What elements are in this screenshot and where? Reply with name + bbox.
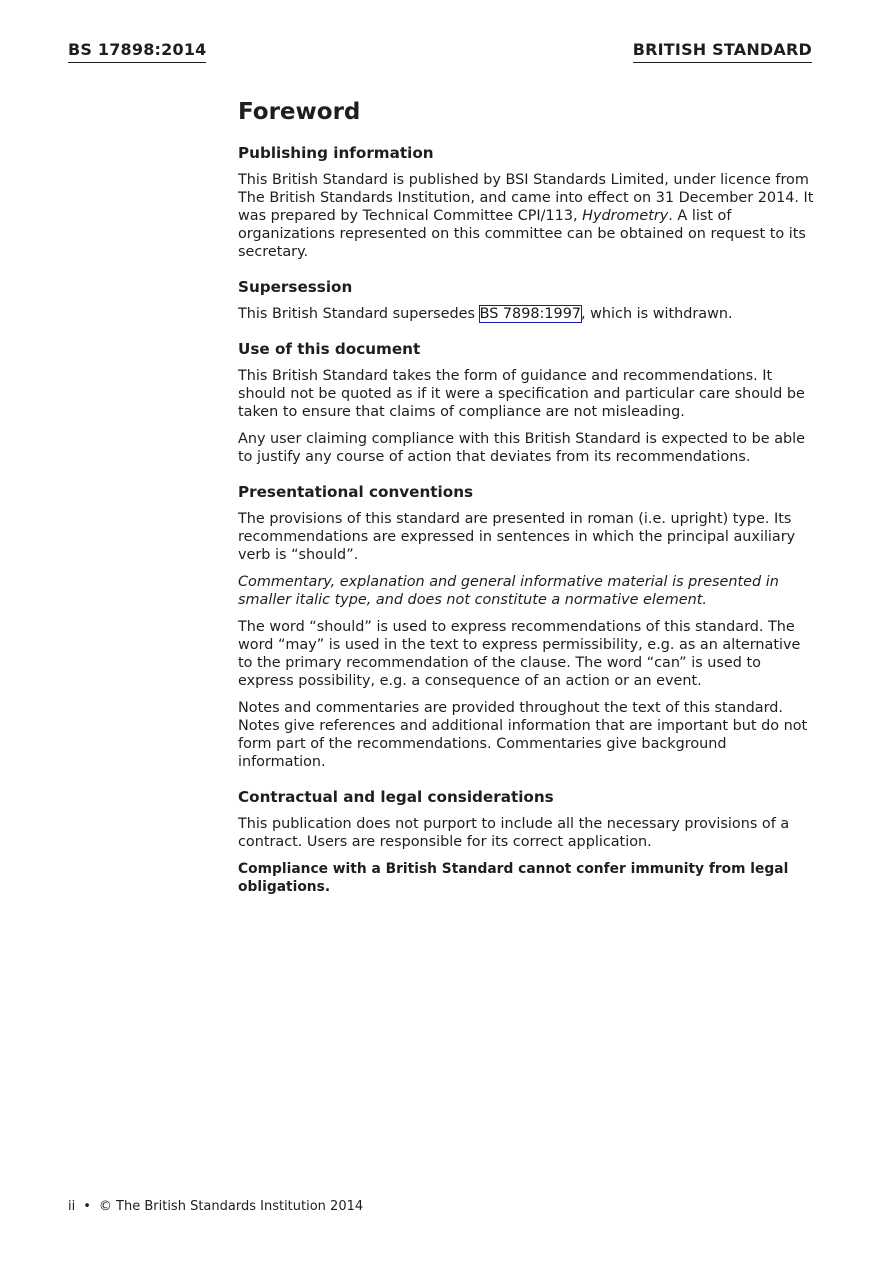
superseded-standard-link[interactable]: BS 7898:1997 [479,306,582,322]
use-paragraph-2: Any user claiming compliance with this British Standard is expected to be able to justify any course of action that deviates from its recommendations. [238,431,806,465]
foreword-body [238,97,816,905]
document-id: BS 17898:2014 [68,40,206,63]
legal-compliance-statement: Compliance with a British Standard cannot confer immunity from legal obligations. [238,861,789,895]
heading-presentational-conventions: Presentational conventions [238,483,474,501]
heading-publishing-information: Publishing information [238,144,434,162]
legal-paragraph-1: This publication does not purport to include all the necessary provisions of a contract. Users are responsible for its correct application. [238,816,790,850]
standard-label: BRITISH STANDARD [633,40,812,63]
conventions-paragraph-1: The provisions of this standard are presented in roman (i.e. upright) type. Its recommendations are expressed in sentences in which the principal auxiliary verb is “should”. [238,511,796,563]
copyright-notice: © The British Standards Institution 2014 [98,1199,364,1214]
publishing-committee-name: Hydrometry [582,208,669,224]
heading-supersession: Supersession [238,278,353,296]
conventions-paragraph-4: Notes and commentaries are provided throughout the text of this standard. Notes give references and additional information that are important but do not form part of the recommendations. Commentaries give background information. [238,700,808,770]
publishing-text-b: . A list of organizations represented on this committee can be obtained on request to its secretary. [238,208,806,260]
bullet-separator: • [83,1199,91,1214]
conventions-commentary-paragraph: Commentary, explanation and general informative material is presented in smaller italic type, and does not constitute a normative element. [238,574,779,608]
publishing-paragraph [238,171,816,261]
page-number: ii [68,1199,76,1214]
heading-contractual-legal: Contractual and legal considerations [238,788,554,806]
use-paragraph-1: This British Standard takes the form of guidance and recommendations. It should not be quoted as if it were a specification and particular care should be taken to ensure that claims of compliance are not misleading. [238,368,805,420]
supersession-text-b: , which is withdrawn. [581,306,733,322]
publishing-text-a: This British Standard is published by BSI Standards Limited, under licence from The British Standards Institution, and came into effect on 31 December 2014. It was prepared by Technical Committee CPI/113, [238,172,814,224]
page-footer [68,1199,363,1214]
conventions-paragraph-3: The word “should” is used to express recommendations of this standard. The word “may” is used in the text to express permissibility, e.g. as an alternative to the primary recommendation of the clause. The word “can” is used to express possibility, e.g. a consequence of an action or an event. [238,619,801,689]
supersession-text-a: This British Standard supersedes [238,306,480,322]
page-title: Foreword [238,99,361,125]
supersession-paragraph [238,305,816,323]
heading-use-of-document: Use of this document [238,340,421,358]
